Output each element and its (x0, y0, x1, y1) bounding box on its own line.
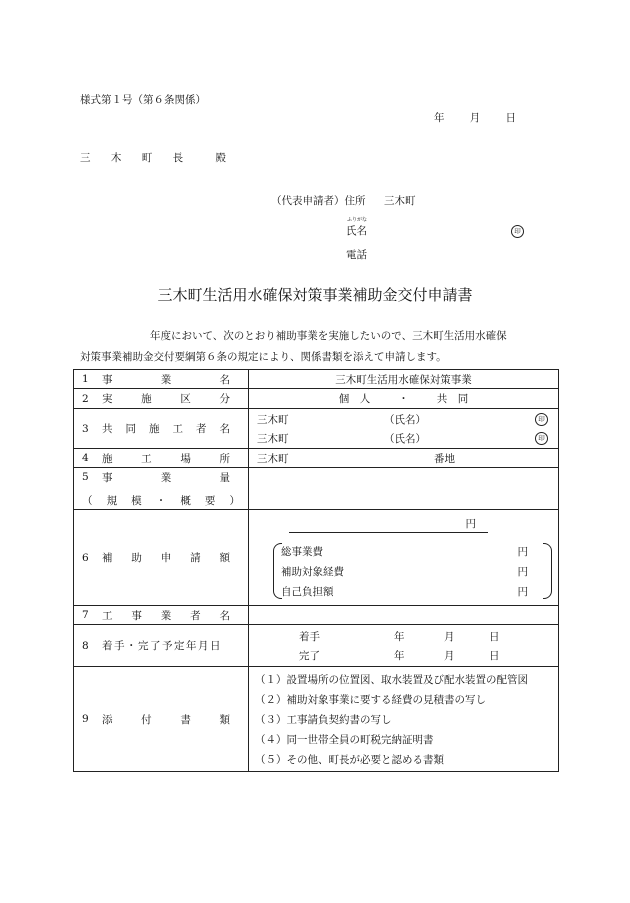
co-builders-field[interactable] (249, 409, 559, 449)
applicant-address-label: （代表申請者）住所 (271, 195, 366, 207)
date-month: 月 (469, 112, 481, 124)
co-builder-line: 三木町 （氏名） 印 (249, 429, 558, 448)
cost-line: 総事業費 円 (281, 545, 528, 558)
date-year: 年 (434, 112, 445, 124)
attachment-item: （５）その他、町長が必要と認める書類 (255, 753, 444, 766)
phone-label: 電話 (346, 249, 367, 261)
end-date-line: 完了 年 月 日 (299, 649, 500, 662)
attachment-item: （４）同一世帯全員の町税完納証明書 (255, 733, 434, 746)
project-volume-field[interactable] (249, 468, 559, 510)
addressee-char: 町 (141, 152, 153, 164)
subsidy-amount-field[interactable] (249, 510, 559, 606)
category-options[interactable] (249, 389, 559, 409)
table-row (74, 468, 559, 510)
table-row (74, 409, 559, 449)
option-joint[interactable]: 共 同 (436, 393, 469, 405)
co-builder-line: 三木町 （氏名） 印 (249, 410, 558, 429)
table-row (74, 510, 559, 606)
attachment-item: （２）補助対象事業に要する経費の見積書の写し (255, 693, 486, 706)
intro-line-2: 対策事業補助金交付要綱第６条の規定により、関係書類を添えて申請します。 (80, 351, 447, 363)
addressee-char: 木 (110, 152, 122, 164)
furigana-label: ふりがな (347, 217, 368, 223)
page-title: 三木町生活用水確保対策事業補助金交付申請書 (157, 286, 473, 304)
table-row (74, 625, 559, 667)
row-label: 7 工 事 業 者 名 (74, 606, 249, 625)
attachment-item: （１）設置場所の位置図、取水装置及び配水装置の配管図 (255, 673, 528, 686)
attachment-item: （３）工事請負契約書の写し (255, 713, 392, 726)
row-label: 1 事 業 名 (74, 370, 249, 389)
row-label: 3 共 同 施 工 者 名 (74, 409, 249, 449)
table-row (74, 449, 559, 468)
cost-line: 補助対象経費 円 (281, 565, 528, 578)
row-label: 9 添 付 書 類 (74, 667, 249, 772)
row-label: 2 実 施 区 分 (74, 389, 249, 409)
subsidy-total-line[interactable]: 円 (289, 516, 488, 533)
start-date-line: 着手 年 月 日 (299, 630, 500, 643)
cost-breakdown (281, 541, 550, 601)
date-line (434, 113, 516, 124)
intro-line-1: 年度において、次のとおり補助事業を実施したいので、三木町生活用水確保 (150, 330, 507, 342)
form-number: 様式第１号（第６条関係） (80, 94, 206, 106)
applicant-seal: 印 (511, 225, 524, 238)
row-label: 6 補 助 申 請 額 (74, 510, 249, 606)
addressee-char: 三 (80, 152, 91, 164)
row-label: 4 施 工 場 所 (74, 449, 249, 468)
attachments-list (249, 667, 559, 772)
name-label: 氏名 (346, 225, 367, 237)
addressee-char: 長 (172, 152, 184, 164)
contractor-field[interactable] (249, 606, 559, 625)
row-label: 5 事 業 量 （ 規 模 ・ 概 要 ） (74, 468, 249, 510)
form-table (73, 369, 559, 772)
addressee (80, 153, 226, 164)
project-name-value: 三木町生活用水確保対策事業 (249, 370, 559, 389)
addressee-char: 殿 (215, 152, 226, 164)
table-row (74, 389, 559, 409)
table-row (74, 370, 559, 389)
date-day: 日 (505, 112, 516, 124)
applicant-address: 三木町 (384, 195, 416, 207)
schedule-dates-field[interactable] (249, 625, 559, 667)
option-individual[interactable]: 個 人 (338, 393, 371, 405)
seal-icon: 印 (535, 413, 548, 426)
option-separator: ・ (398, 393, 409, 405)
seal-icon: 印 (535, 432, 548, 445)
table-row (74, 667, 559, 772)
cost-line: 自己負担額 円 (281, 585, 528, 598)
construction-site-field[interactable]: 三木町 番地 (249, 449, 559, 468)
table-row (74, 606, 559, 625)
row-label: 8 着手・完了予定年月日 (74, 625, 249, 667)
